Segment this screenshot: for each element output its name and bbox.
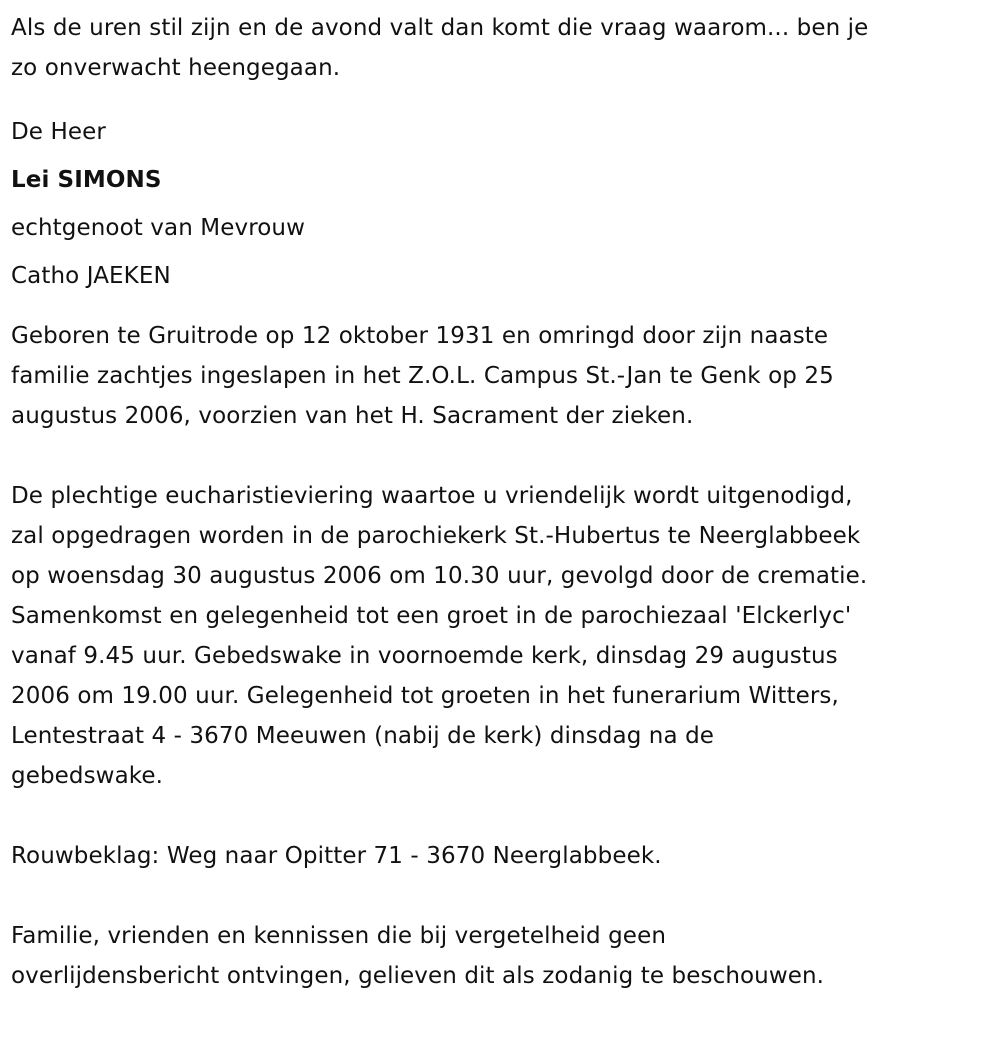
closing-paragraph: Familie, vrienden en kennissen die bij vergetelheid geen overlijdensbericht ontvingen, gelieven dit als zodanig te beschouwen. (11, 923, 825, 989)
birth-death-paragraph: Geboren te Gruitrode op 12 oktober 1931 en omringd door zijn naaste familie zachtjes ingeslapen in het Z.O.L. Campus St.-Jan te Genk op 25 augustus 2006, voorzien van het H. Sacrament der zieken. (11, 323, 834, 429)
condolence-address: Rouwbeklag: Weg naar Opitter 71 - 3670 Neerglabbeek. (11, 843, 662, 869)
paragraph-spacer (11, 796, 990, 836)
paragraph-spacer (11, 876, 990, 916)
salutation: De Heer (11, 119, 106, 145)
spouse-name: Catho JAEKEN (11, 263, 171, 289)
deceased-header (11, 108, 990, 300)
relation-line: echtgenoot van Mevrouw (11, 215, 306, 241)
intro-paragraph: Als de uren stil zijn en de avond valt dan komt die vraag waarom... ben je zo onverwacht heengegaan. (11, 15, 869, 81)
ceremony-paragraph: De plechtige eucharistieviering waartoe u vriendelijk wordt uitgenodigd, zal opgedragen worden in de parochiekerk St.-Hubertus te Neerglabbeek op woensdag 30 augustus 2006 om 10.30 uur, gevolgd door de crematie. Samenkomst en gelegenheid tot een groet in de parochiezaal 'Elckerlyc' vanaf 9.45 uur. Gebedswake in voornoemde kerk, dinsdag 29 augustus 2006 om 19.00 uur. Gelegenheid tot groeten in het funerarium Witters, Lentestraat 4 - 3670 Meeuwen (nabij de kerk) dinsdag na de gebedswake. (11, 483, 868, 789)
deceased-name: Lei SIMONS (11, 167, 162, 193)
paragraph-spacer (11, 436, 990, 476)
